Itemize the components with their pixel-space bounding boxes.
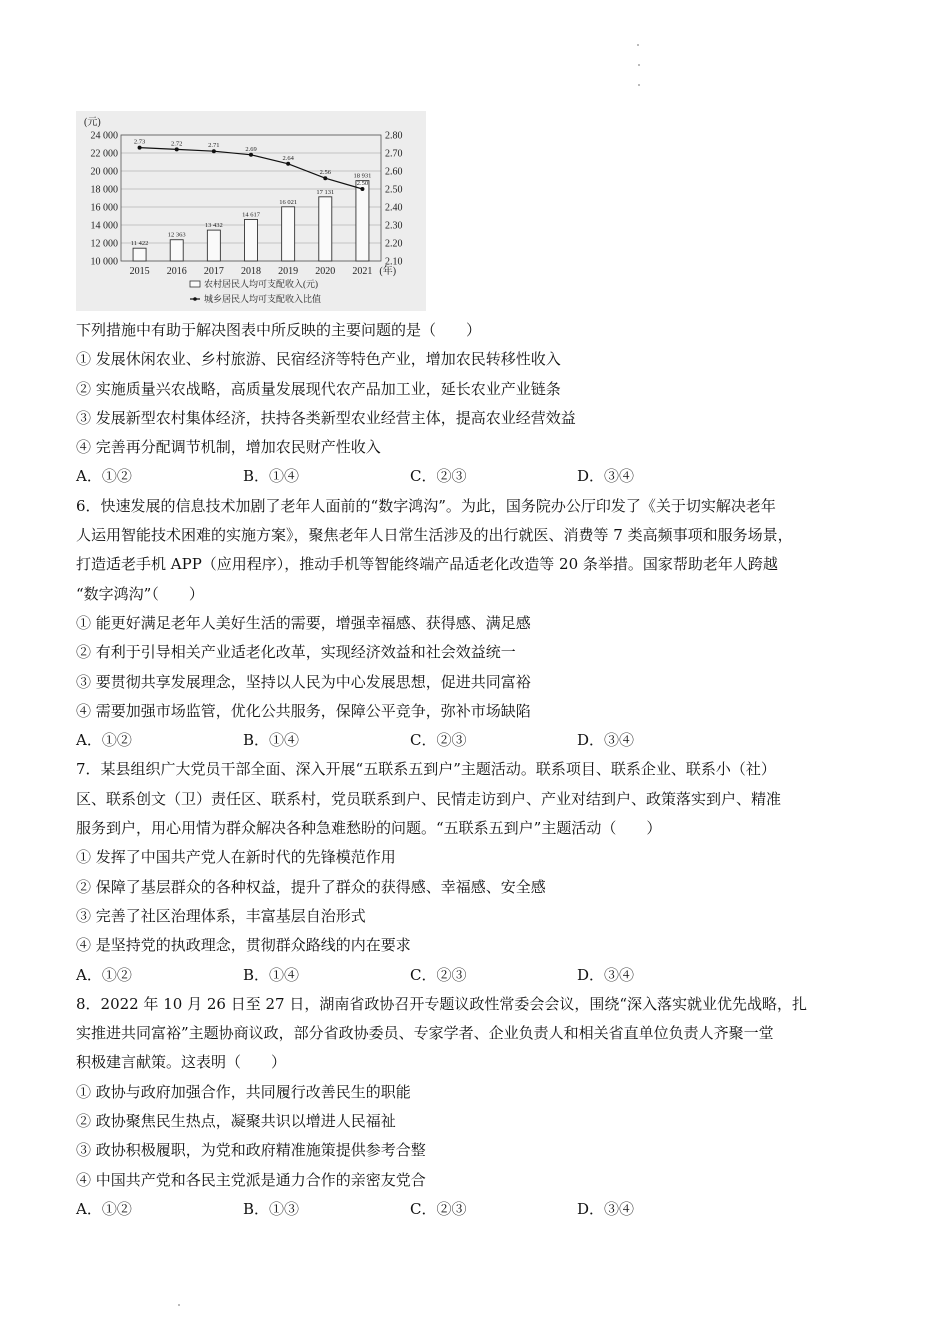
q5-options	[76, 462, 876, 491]
bar-value-label: 18 931	[353, 172, 372, 180]
x-tick-label: 2016	[166, 266, 187, 277]
y2-tick-label: 2.20	[385, 238, 403, 250]
y-tick-label: 24 000	[90, 130, 118, 142]
q8-stem-line-1: 8．2022 年 10 月 26 日至 27 日，湖南省政协召开专题议政性常委会会议，围绕“深入落实就业优先战略，扎	[76, 994, 808, 1013]
y-tick-label: 10 000	[90, 256, 118, 268]
q8-stem-line-2: 实推进共同富裕”主题协商议政，部分省政协委员、专家学者、企业负责人和相关省直单位负责人齐聚一堂	[76, 1024, 774, 1043]
q7-option-d[interactable]: D．③④	[577, 965, 635, 984]
legend-bar-swatch	[190, 281, 200, 287]
q7-item-3: ③ 完善了社区治理体系，丰富基层自治形式	[76, 906, 366, 925]
y2-tick-label: 2.70	[385, 148, 403, 160]
ratio-value-label: 2.64	[282, 154, 294, 162]
bar-value-label: 13 432	[204, 222, 223, 230]
ratio-value-label: 2.50	[356, 180, 369, 187]
q6-stem-line-3: 打造适老手机 APP（应用程序），推动手机等智能终端产品适老化改造等 20 条举措。国家帮助老年人跨越	[76, 555, 778, 574]
x-tick-label: 2019	[278, 266, 299, 277]
y-tick-label: 16 000	[90, 202, 118, 214]
y2-tick-label: 2.60	[385, 166, 403, 178]
x-axis-unit: (年)	[379, 266, 397, 277]
q5-item-1: ① 发展休闲农业、乡村旅游、民宿经济等特色产业，增加农民转移性收入	[76, 350, 561, 369]
scan-speck	[178, 1304, 180, 1306]
q8-option-c[interactable]: C．②③	[410, 1199, 467, 1218]
bar-value-label: 11 422	[130, 240, 149, 248]
legend-line-marker	[193, 297, 197, 301]
q6-option-d[interactable]: D．③④	[577, 731, 635, 750]
q8-item-2: ② 政协聚焦民生热点，凝聚共识以增进人民福祉	[76, 1112, 396, 1131]
y2-tick-label: 2.10	[385, 256, 403, 268]
q6-options	[76, 726, 876, 755]
q8-option-d[interactable]: D．③④	[577, 1199, 635, 1218]
y2-tick-label: 2.40	[385, 202, 403, 214]
bar-value-label: 17 131	[316, 188, 335, 196]
q6-stem-line-2: 人运用智能技术困难的实施方案》，聚焦老年人日常生活涉及的出行就医、消费等 7 类高频事项和服务场景，	[76, 526, 793, 545]
scan-speck	[637, 44, 639, 46]
income-chart	[76, 111, 426, 311]
scan-speck	[638, 64, 640, 66]
q5-item-3: ③ 发展新型农村集体经济，扶持各类新型农业经营主体，提高农业经营效益	[76, 408, 576, 427]
q6-item-1: ① 能更好满足老年人美好生活的需要，增强幸福感、获得感、满足感	[76, 613, 531, 632]
q7-option-b[interactable]: B．①④	[243, 965, 300, 984]
income-bar	[133, 248, 146, 261]
x-tick-label: 2021	[352, 266, 373, 277]
y-tick-label: 18 000	[90, 184, 118, 196]
q6-stem-line-4: “数字鸿沟”（ ）	[76, 584, 204, 603]
q6-option-b[interactable]: B．①④	[243, 731, 300, 750]
income-chart-svg	[76, 111, 426, 311]
income-bar	[207, 230, 220, 261]
income-bar	[282, 207, 295, 261]
q5-option-a[interactable]: A．①②	[76, 467, 132, 486]
q8-option-b[interactable]: B．①③	[243, 1199, 300, 1218]
ratio-point	[360, 187, 364, 191]
bar-value-label: 16 021	[279, 198, 298, 206]
q8-item-3: ③ 政协积极履职，为党和政府精准施策提供参考合整	[76, 1141, 426, 1160]
y2-tick-label: 2.80	[385, 130, 403, 142]
q8-item-4: ④ 中国共产党和各民主党派是通力合作的亲密友党合	[76, 1170, 426, 1189]
q6-stem-line-1: 6．快速发展的信息技术加剧了老年人面前的“数字鸿沟”。为此，国务院办公厅印发了《关于切实解决老年	[76, 496, 776, 515]
bar-value-label: 14 617	[242, 211, 260, 219]
y-tick-label: 20 000	[90, 166, 118, 178]
income-bar	[319, 197, 332, 261]
q8-stem-line-3: 积极建言献策。这表明（ ）	[76, 1053, 287, 1072]
ratio-point	[212, 149, 216, 153]
y-axis-unit: (元)	[84, 117, 101, 128]
ratio-point	[175, 147, 179, 151]
ratio-value-label: 2.71	[208, 142, 220, 150]
y2-tick-label: 2.50	[385, 184, 403, 196]
q6-option-c[interactable]: C．②③	[410, 731, 467, 750]
q6-item-3: ③ 要贯彻共享发展理念，坚持以人民为中心发展思想，促进共同富裕	[76, 672, 531, 691]
q5-stem: 下列措施中有助于解决图表中所反映的主要问题的是（ ）	[76, 321, 482, 339]
y-tick-label: 12 000	[90, 238, 118, 250]
q5-option-b[interactable]: B．①④	[243, 467, 300, 486]
q7-stem-line-1: 7．某县组织广大党员干部全面、深入开展“五联系五到户”主题活动。联系项目、联系企业、联系小（社）	[76, 760, 776, 779]
q7-item-4: ④ 是坚持党的执政理念，贯彻群众路线的内在要求	[76, 936, 411, 955]
ratio-value-label: 2.73	[133, 138, 146, 146]
bar-value-label: 12 363	[167, 231, 186, 239]
ratio-point	[138, 146, 142, 150]
q7-item-2: ② 保障了基层群众的各种权益，提升了群众的获得感、幸福感、安全感	[76, 877, 546, 896]
ratio-point	[249, 153, 253, 157]
q6-option-a[interactable]: A．①②	[76, 731, 132, 750]
ratio-value-label: 2.69	[245, 145, 257, 153]
q7-item-1: ① 发挥了中国共产党人在新时代的先锋模范作用	[76, 848, 396, 867]
income-bar	[245, 219, 258, 261]
scan-speck	[638, 84, 640, 86]
legend-bar-label: 农村居民人均可支配收入(元)	[204, 279, 318, 289]
y-tick-label: 22 000	[90, 148, 118, 160]
ratio-value-label: 2.56	[319, 169, 331, 177]
q7-stem-line-3: 服务到户，用心用情为群众解决各种急难愁盼的问题。“五联系五到户”主题活动（ ）	[76, 819, 662, 838]
q7-options	[76, 961, 876, 990]
legend-line-label: 城乡居民人均可支配收入比值	[204, 294, 322, 304]
ratio-point	[286, 162, 290, 166]
q5-item-4: ④ 完善再分配调节机制，增加农民财产性收入	[76, 438, 381, 457]
income-bar	[356, 181, 369, 261]
q6-item-2: ② 有利于引导相关产业适老化改革，实现经济效益和社会效益统一	[76, 643, 516, 662]
x-tick-label: 2020	[315, 266, 336, 277]
question-content	[76, 316, 876, 1224]
q5-option-d[interactable]: D．③④	[577, 467, 635, 486]
y2-tick-label: 2.30	[385, 220, 403, 232]
ratio-value-label: 2.72	[171, 140, 183, 148]
q7-stem-line-2: 区、联系创文（卫）责任区、联系村，党员联系到户、民情走访到户、产业对结到户、政策落实到户、精准	[76, 789, 782, 808]
y-tick-label: 14 000	[90, 220, 118, 232]
ratio-point	[323, 176, 327, 180]
q7-option-a[interactable]: A．①②	[76, 965, 132, 984]
income-bar	[170, 240, 183, 261]
q8-options	[76, 1195, 876, 1224]
q5-option-c[interactable]: C．②③	[410, 467, 467, 486]
x-tick-label: 2015	[129, 266, 150, 277]
x-tick-label: 2017	[203, 266, 224, 277]
q8-item-1: ① 政协与政府加强合作，共同履行改善民生的职能	[76, 1082, 411, 1101]
q8-option-a[interactable]: A．①②	[76, 1199, 132, 1218]
x-tick-label: 2018	[241, 266, 261, 277]
q6-item-4: ④ 需要加强市场监管，优化公共服务，保障公平竞争，弥补市场缺陷	[76, 701, 531, 720]
q7-option-c[interactable]: C．②③	[410, 965, 467, 984]
q5-item-2: ② 实施质量兴农战略，高质量发展现代农产品加工业，延长农业产业链条	[76, 379, 561, 398]
